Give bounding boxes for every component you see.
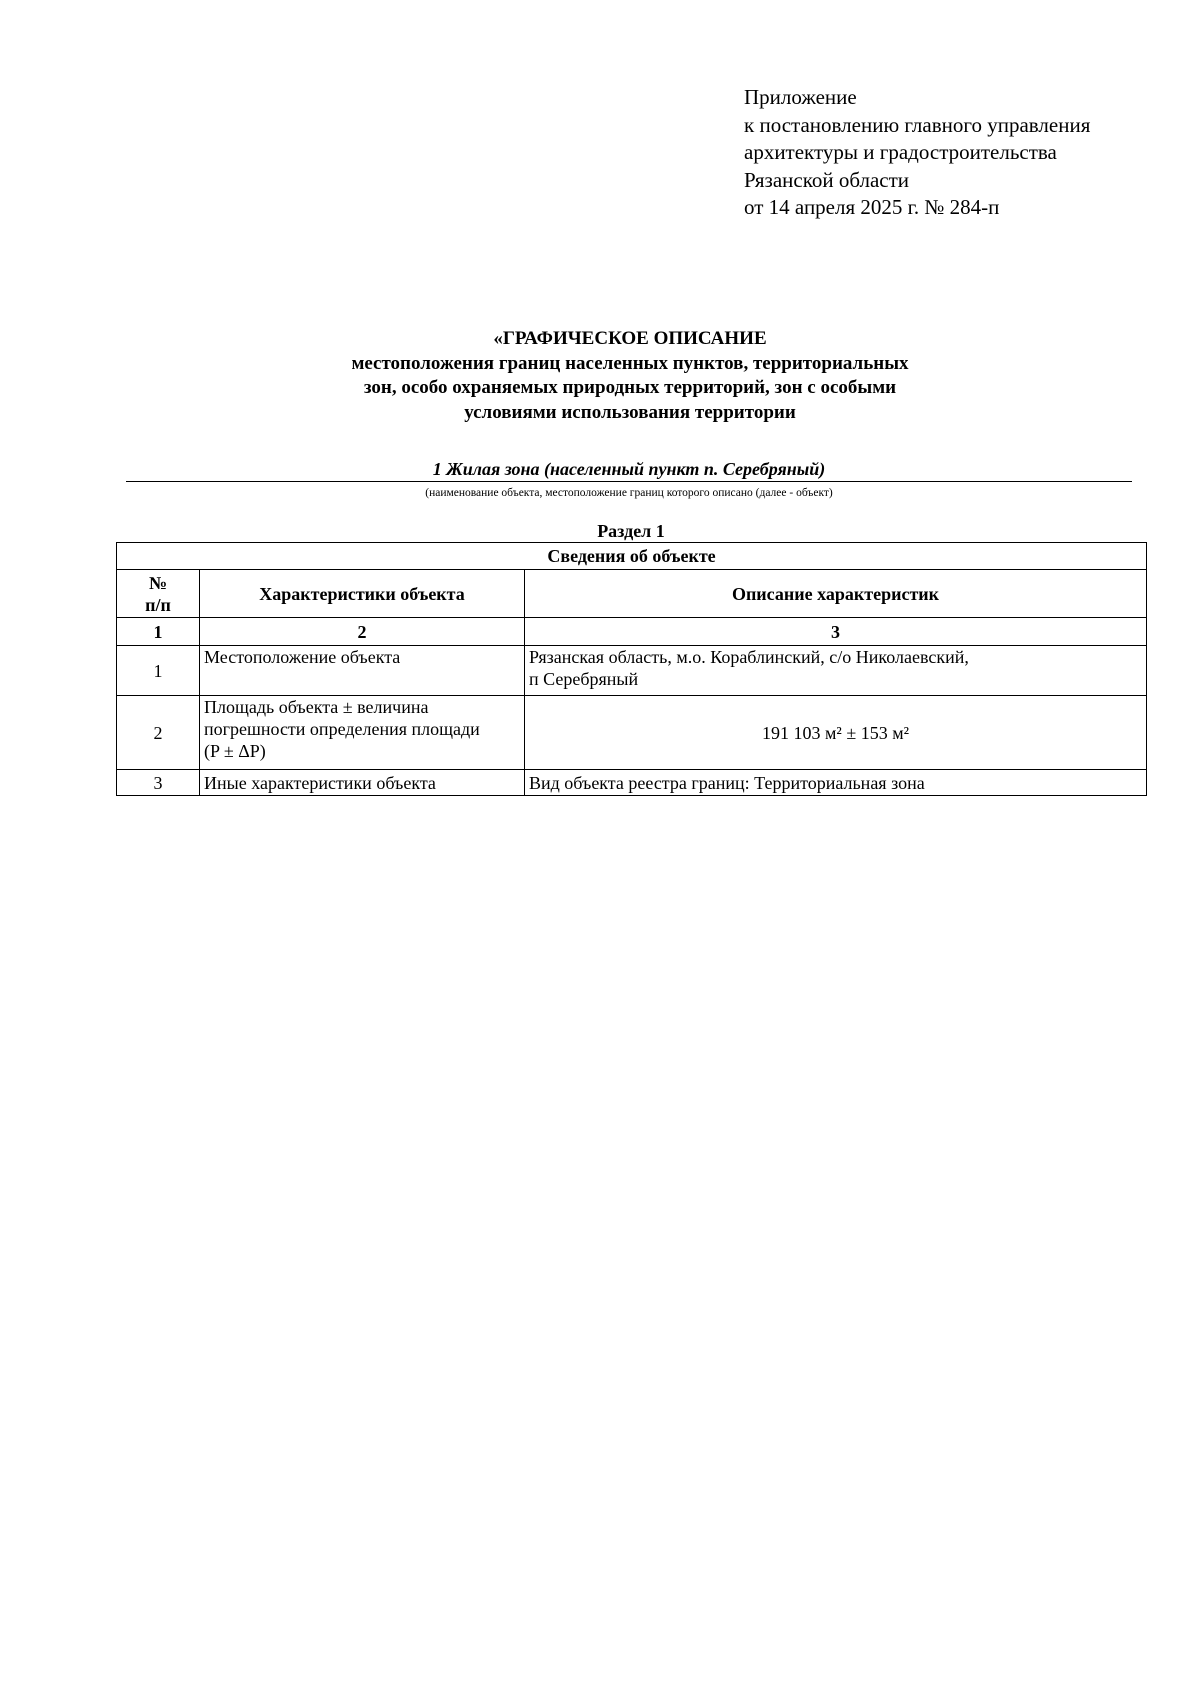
title-line: условиями использования территории <box>464 401 796 423</box>
header-characteristic: Характеристики объекта <box>200 570 525 618</box>
title-line: «ГРАФИЧЕСКОЕ ОПИСАНИЕ <box>493 328 767 349</box>
object-name: 1 Жилая зона (населенный пункт п. Серебряный) <box>432 459 826 479</box>
column-number: 2 <box>200 618 525 646</box>
row-number: 1 <box>117 646 200 696</box>
appendix-line: Рязанской области <box>744 167 910 192</box>
table-caption: Сведения об объекте <box>117 543 1147 570</box>
table-row <box>117 696 1147 770</box>
table-caption-row <box>117 543 1147 570</box>
object-info-table <box>116 542 1147 796</box>
row-number: 3 <box>117 770 200 796</box>
header-number: № п/п <box>117 570 200 618</box>
row-description: Рязанская область, м.о. Кораблинский, с/о Николаевский, п Серебряный <box>525 646 1147 696</box>
title-line: зон, особо охраняемых природных территорий, зон с особыми <box>363 377 897 398</box>
title-line: местоположения границ населенных пунктов, территориальных <box>351 352 909 374</box>
section-title: Раздел 1 <box>597 521 665 541</box>
row-characteristic: Площадь объекта ± величина погрешности определения площади (P ± ΔP) <box>200 696 525 770</box>
appendix-line: от 14 апреля 2025 г. № 284-п <box>744 195 1000 219</box>
appendix-line: к постановлению главного управления <box>744 112 1091 137</box>
column-number-row <box>117 618 1147 646</box>
row-number: 2 <box>117 696 200 770</box>
document-title <box>120 327 1140 425</box>
appendix-line: архитектуры и градостроительства <box>744 140 1057 164</box>
row-description: 191 103 м² ± 153 м² <box>525 696 1147 770</box>
column-number: 3 <box>525 618 1147 646</box>
header-description: Описание характеристик <box>525 570 1147 618</box>
object-underline <box>126 481 1132 482</box>
row-description: Вид объекта реестра границ: Территориальная зона <box>525 770 1147 796</box>
row-characteristic: Иные характеристики объекта <box>200 770 525 796</box>
column-number: 1 <box>117 618 200 646</box>
table-header-row <box>117 570 1147 618</box>
appendix-block <box>744 84 1090 222</box>
row-characteristic: Местоположение объекта <box>200 646 525 696</box>
table-row <box>117 646 1147 696</box>
object-caption: (наименование объекта, местоположение границ которого описано (далее - объект) <box>425 487 833 499</box>
table-row <box>117 770 1147 796</box>
appendix-line: Приложение <box>744 85 857 109</box>
